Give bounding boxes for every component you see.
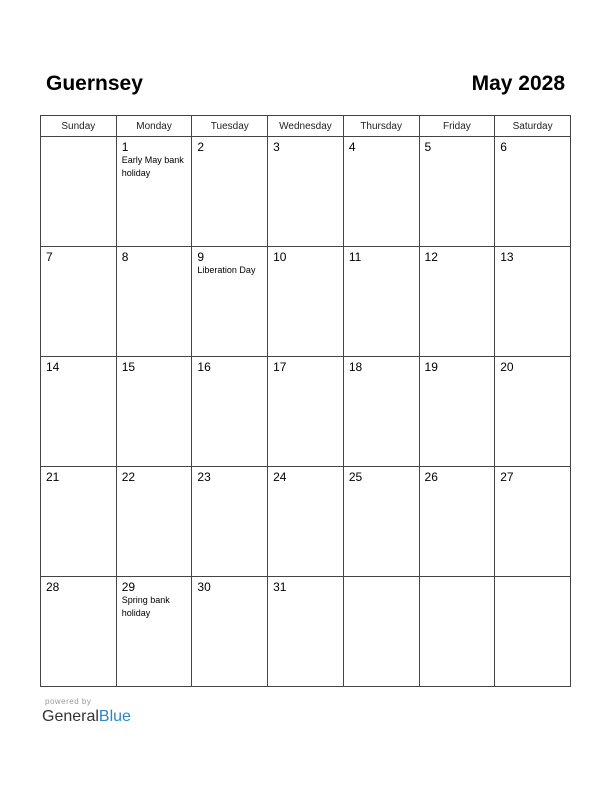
day-cell (419, 247, 495, 357)
day-cell-content (117, 577, 192, 620)
day-number: 26 (424, 470, 438, 484)
day-number: 20 (500, 360, 514, 374)
day-cell-content (192, 467, 267, 484)
day-cell (192, 137, 268, 247)
brand-general: General (42, 708, 99, 725)
day-cell-content (192, 577, 267, 594)
day-cell (41, 247, 117, 357)
day-number: 27 (500, 470, 514, 484)
day-cell-content (192, 247, 267, 277)
day-cell-content (117, 247, 192, 264)
day-cell-content (192, 137, 267, 154)
day-cell-content (41, 137, 116, 140)
day-number: 1 (121, 140, 129, 154)
day-cell (192, 357, 268, 467)
day-cell-content (268, 247, 343, 264)
day-cell-content (41, 577, 116, 594)
day-cell-content (268, 577, 343, 594)
day-number: 25 (348, 470, 363, 484)
day-number: 12 (424, 250, 438, 264)
day-cell (343, 467, 419, 577)
day-cell (343, 247, 419, 357)
week-row (41, 357, 571, 467)
brand-logo (42, 707, 131, 727)
holiday-label: Liberation Day (197, 265, 256, 275)
day-number: 2 (197, 140, 205, 154)
day-cell (116, 137, 192, 247)
weekday-header: Tuesday (192, 116, 268, 137)
day-cell (495, 357, 571, 467)
weekday-header: Saturday (495, 116, 571, 137)
day-cell (192, 577, 268, 687)
day-cell (116, 467, 192, 577)
day-cell-content (420, 357, 495, 374)
weekday-header: Monday (116, 116, 192, 137)
day-cell-content (268, 467, 343, 484)
day-cell-content (495, 137, 570, 154)
holiday-label: Spring bank holiday (121, 595, 170, 618)
day-number: 18 (348, 360, 363, 374)
day-number: 21 (46, 470, 60, 484)
day-cell-content (268, 137, 343, 154)
day-cell (495, 467, 571, 577)
day-cell (495, 247, 571, 357)
day-cell-content (344, 467, 419, 484)
day-number: 13 (500, 250, 514, 264)
day-cell (343, 137, 419, 247)
day-cell (41, 137, 117, 247)
day-cell-content (420, 247, 495, 264)
day-number: 30 (197, 580, 211, 594)
day-cell (343, 577, 419, 687)
day-number: 8 (121, 250, 129, 264)
day-cell (192, 467, 268, 577)
weekday-header: Thursday (343, 116, 419, 137)
day-cell (268, 577, 344, 687)
day-cell (495, 577, 571, 687)
day-number: 16 (197, 360, 211, 374)
day-number: 11 (348, 250, 362, 264)
day-cell (41, 357, 117, 467)
calendar-grid (40, 115, 571, 687)
day-number: 17 (273, 360, 287, 374)
day-cell (192, 247, 268, 357)
week-row (41, 467, 571, 577)
day-cell-content (495, 467, 570, 484)
day-number: 19 (424, 360, 438, 374)
day-number: 22 (121, 470, 136, 484)
day-cell-content (268, 357, 343, 374)
day-cell (268, 467, 344, 577)
day-cell-content (495, 577, 570, 580)
day-number: 29 (121, 580, 136, 594)
weekday-header: Sunday (41, 116, 117, 137)
day-cell (419, 137, 495, 247)
day-number: 14 (46, 360, 60, 374)
day-number: 5 (424, 140, 432, 154)
day-cell (419, 357, 495, 467)
day-number: 3 (273, 140, 280, 154)
day-cell (41, 577, 117, 687)
day-cell-content (41, 467, 116, 484)
month-year-title: May 2028 (471, 72, 565, 95)
day-number: 9 (197, 250, 205, 264)
day-cell (116, 577, 192, 687)
day-number: 24 (273, 470, 287, 484)
day-cell (268, 247, 344, 357)
day-cell-content (192, 357, 267, 374)
powered-by-text: powered by (45, 697, 92, 706)
day-cell-content (117, 357, 192, 374)
day-cell-content (117, 467, 192, 484)
day-cell-content (344, 137, 419, 154)
day-cell (419, 577, 495, 687)
weekday-header: Friday (419, 116, 495, 137)
day-number: 28 (46, 580, 60, 594)
day-cell (495, 137, 571, 247)
day-cell-content (41, 247, 116, 264)
day-number: 31 (273, 580, 287, 594)
weekday-header-row (41, 116, 571, 137)
day-number: 23 (197, 470, 211, 484)
day-number: 10 (273, 250, 287, 264)
week-row (41, 577, 571, 687)
day-cell-content (344, 247, 419, 264)
day-cell-content (344, 577, 419, 580)
day-cell (419, 467, 495, 577)
day-number: 4 (348, 140, 356, 154)
day-cell (116, 357, 192, 467)
country-title: Guernsey (46, 72, 143, 95)
day-cell-content (420, 577, 495, 580)
day-number: 6 (500, 140, 507, 154)
holiday-label: Early May bank holiday (121, 155, 184, 178)
week-row (41, 137, 571, 247)
day-number: 7 (46, 250, 53, 264)
day-cell (41, 467, 117, 577)
day-cell-content (420, 137, 495, 154)
day-number: 15 (121, 360, 136, 374)
footer-branding (42, 697, 131, 727)
day-cell-content (420, 467, 495, 484)
day-cell-content (117, 137, 192, 180)
day-cell-content (495, 357, 570, 374)
day-cell-content (344, 357, 419, 374)
day-cell-content (41, 357, 116, 374)
day-cell (268, 137, 344, 247)
day-cell-content (495, 247, 570, 264)
day-cell (343, 357, 419, 467)
weekday-header: Wednesday (268, 116, 344, 137)
week-row (41, 247, 571, 357)
day-cell (268, 357, 344, 467)
day-cell (116, 247, 192, 357)
brand-blue: Blue (98, 708, 131, 725)
